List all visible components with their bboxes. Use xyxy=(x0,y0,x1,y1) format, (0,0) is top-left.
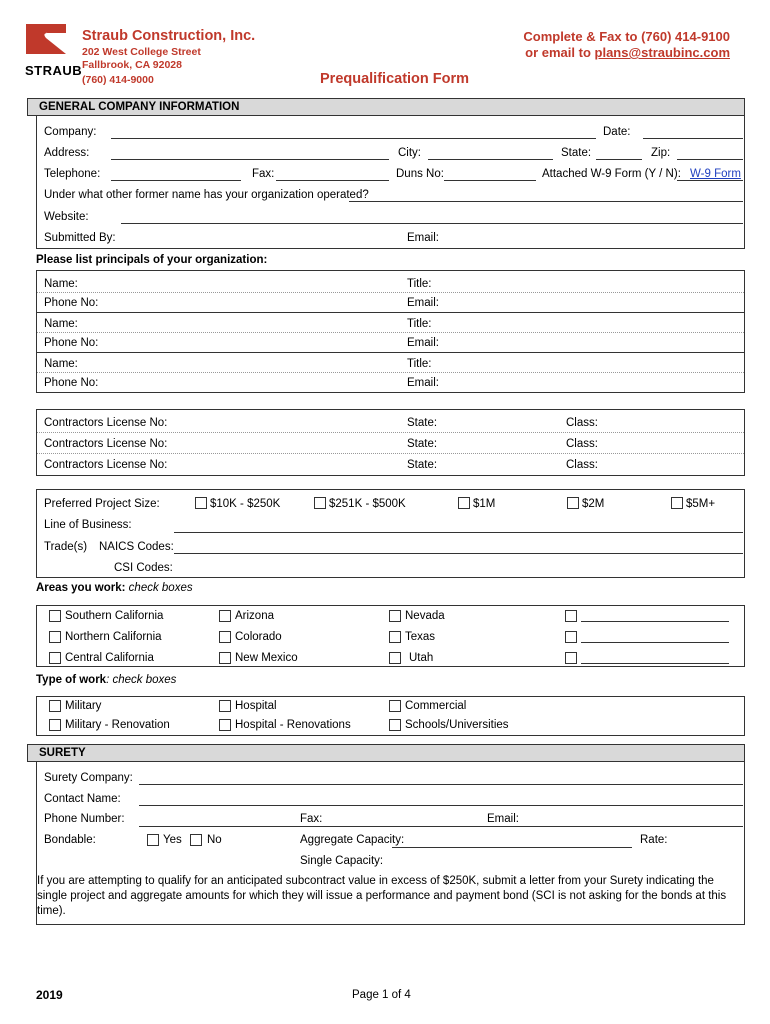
logo-wordmark: STRAUB xyxy=(25,63,83,78)
area-other-2-checkbox[interactable] xyxy=(565,631,577,643)
work-military-renovation-checkbox[interactable] xyxy=(49,719,61,731)
principal-3-name-label: Name: xyxy=(44,358,78,370)
website-label: Website: xyxy=(44,211,89,223)
areas-heading xyxy=(36,582,193,594)
csi-label: CSI Codes: xyxy=(114,562,173,574)
city-label: City: xyxy=(398,147,421,159)
area-central-checkbox[interactable] xyxy=(49,652,61,664)
bondable-no-checkbox[interactable] xyxy=(190,834,202,846)
work-hospital-renovations-label: Hospital - Renovations xyxy=(235,719,351,731)
principal-3-email-label: Email: xyxy=(407,377,439,389)
address-label: Address: xyxy=(44,147,90,159)
bondable-no-label: No xyxy=(207,834,222,846)
w9-form-link[interactable]: W-9 Form xyxy=(690,168,741,180)
work-commercial-checkbox[interactable] xyxy=(389,700,401,712)
rate-label: Rate: xyxy=(640,834,668,846)
bondable-yes-label: Yes xyxy=(163,834,182,846)
page-number: Page 1 of 4 xyxy=(352,989,411,1001)
phone-number-field[interactable] xyxy=(139,826,743,827)
work-military-label: Military xyxy=(65,700,102,712)
area-other-3-field[interactable] xyxy=(581,663,729,664)
license-2-field[interactable] xyxy=(37,453,744,454)
surety-company-label: Surety Company: xyxy=(44,772,133,784)
bondable-yes-checkbox[interactable] xyxy=(147,834,159,846)
principal-3-title-label: Title: xyxy=(407,358,432,370)
company-label: Company: xyxy=(44,126,97,138)
license-1-class-label: Class: xyxy=(566,417,598,429)
zip-label: Zip: xyxy=(651,147,671,159)
surety-fax-label: Fax: xyxy=(300,813,323,825)
general-info-title: GENERAL COMPANY INFORMATION xyxy=(39,101,240,113)
area-utah-checkbox[interactable] xyxy=(389,652,401,664)
fax-instruction: Complete & Fax to (760) 414-9100 xyxy=(523,29,730,44)
size-1m-checkbox[interactable] xyxy=(458,497,470,509)
principal-1-phone-label: Phone No: xyxy=(44,297,99,309)
size-251k-label: $251K - $500K xyxy=(329,498,406,510)
email-instruction xyxy=(525,45,730,60)
size-10k-checkbox[interactable] xyxy=(195,497,207,509)
principal-1-title-label: Title: xyxy=(407,278,432,290)
size-5m-checkbox[interactable] xyxy=(671,497,683,509)
size-1m-label: $1M xyxy=(473,498,496,510)
area-newmexico-label: New Mexico xyxy=(235,652,298,664)
size-251k-checkbox[interactable] xyxy=(314,497,326,509)
work-hospital-checkbox[interactable] xyxy=(219,700,231,712)
line-of-business-field[interactable] xyxy=(174,532,743,533)
zip-field[interactable] xyxy=(677,159,743,160)
principals-heading: Please list principals of your organization: xyxy=(36,254,268,266)
former-name-label: Under what other former name has your organization operated? xyxy=(44,189,369,201)
company-field[interactable] xyxy=(111,138,596,139)
principal-3-name-field[interactable] xyxy=(37,372,744,373)
bondable-label: Bondable: xyxy=(44,834,96,846)
license-2-label: Contractors License No: xyxy=(44,438,168,450)
work-heading xyxy=(36,674,176,686)
principal-2-phone-label: Phone No: xyxy=(44,337,99,349)
submitted-by-label: Submitted By: xyxy=(44,232,116,244)
area-norcal-checkbox[interactable] xyxy=(49,631,61,643)
general-info-bar xyxy=(27,98,745,116)
area-socal-label: Southern California xyxy=(65,610,164,622)
aggregate-capacity-field[interactable] xyxy=(392,847,632,848)
company-city: Fallbrook, CA 92028 xyxy=(82,59,182,71)
area-norcal-label: Northern California xyxy=(65,631,162,643)
state-label: State: xyxy=(561,147,592,159)
area-arizona-checkbox[interactable] xyxy=(219,610,231,622)
fax-label: Fax: xyxy=(252,168,275,180)
date-field[interactable] xyxy=(643,138,743,139)
company-name: Straub Construction, Inc. xyxy=(82,28,256,44)
size-5m-label: $5M+ xyxy=(686,498,716,510)
areas-heading-bold: Areas you work: xyxy=(36,582,126,594)
area-colorado-label: Colorado xyxy=(235,631,282,643)
email-link[interactable]: plans@straubinc.com xyxy=(594,45,730,60)
contact-name-label: Contact Name: xyxy=(44,793,121,805)
license-2-state-label: State: xyxy=(407,438,438,450)
general-info-box xyxy=(36,116,745,249)
email-prefix: or email to xyxy=(525,45,595,60)
naics-field[interactable] xyxy=(174,553,743,554)
principal-2-name-field[interactable] xyxy=(37,332,744,333)
principal-3-phone-label: Phone No: xyxy=(44,377,99,389)
license-1-field[interactable] xyxy=(37,432,744,433)
aggregate-capacity-label: Aggregate Capacity: xyxy=(300,834,405,846)
duns-field[interactable] xyxy=(444,180,536,181)
work-military-checkbox[interactable] xyxy=(49,700,61,712)
principal-2-divider xyxy=(37,352,744,353)
area-other-3-checkbox[interactable] xyxy=(565,652,577,664)
footer-year: 2019 xyxy=(36,988,63,1002)
address-field[interactable] xyxy=(111,159,389,160)
telephone-label: Telephone: xyxy=(44,168,101,180)
area-other-1-field[interactable] xyxy=(581,621,729,622)
area-arizona-label: Arizona xyxy=(235,610,274,622)
principal-2-email-label: Email: xyxy=(407,337,439,349)
work-commercial-label: Commercial xyxy=(405,700,467,712)
principal-1-name-label: Name: xyxy=(44,278,78,290)
work-schools-checkbox[interactable] xyxy=(389,719,401,731)
form-title: Prequalification Form xyxy=(320,71,470,87)
state-field[interactable] xyxy=(596,159,642,160)
area-other-2-field[interactable] xyxy=(581,642,729,643)
area-other-1-checkbox[interactable] xyxy=(565,610,577,622)
surety-bar xyxy=(27,744,745,762)
area-nevada-label: Nevada xyxy=(405,610,445,622)
license-3-label: Contractors License No: xyxy=(44,459,168,471)
license-3-class-label: Class: xyxy=(566,459,598,471)
w9-attached-label: Attached W-9 Form (Y / N): xyxy=(542,168,681,180)
size-2m-label: $2M xyxy=(582,498,605,510)
license-3-state-label: State: xyxy=(407,459,438,471)
work-hospital-renovations-checkbox[interactable] xyxy=(219,719,231,731)
license-1-label: Contractors License No: xyxy=(44,417,168,429)
trades-label: Trade(s) xyxy=(44,541,88,553)
single-capacity-label: Single Capacity: xyxy=(300,855,384,867)
submitter-email-label: Email: xyxy=(407,232,439,244)
contact-name-field[interactable] xyxy=(139,805,743,806)
former-name-field[interactable] xyxy=(349,201,743,202)
license-1-state-label: State: xyxy=(407,417,438,429)
telephone-field[interactable] xyxy=(111,180,241,181)
size-10k-label: $10K - $250K xyxy=(210,498,281,510)
area-nevada-checkbox[interactable] xyxy=(389,610,401,622)
area-newmexico-checkbox[interactable] xyxy=(219,652,231,664)
website-field[interactable] xyxy=(121,223,743,224)
license-2-class-label: Class: xyxy=(566,438,598,450)
area-texas-checkbox[interactable] xyxy=(389,631,401,643)
date-label: Date: xyxy=(603,126,631,138)
principal-1-divider xyxy=(37,312,744,313)
surety-note: If you are attempting to qualify for an anticipated subcontract value in excess of $250K, submit a letter from your Surety indicating the single project and aggregate amounts for which they will issue a performance and payment bond (SCI is not asking for the bonds at this time). xyxy=(37,875,727,917)
principal-2-name-label: Name: xyxy=(44,318,78,330)
phone-number-label: Phone Number: xyxy=(44,813,125,825)
surety-email-label: Email: xyxy=(487,813,519,825)
duns-label: Duns No: xyxy=(396,168,444,180)
city-field[interactable] xyxy=(428,159,553,160)
principal-1-email-label: Email: xyxy=(407,297,439,309)
principal-1-name-field[interactable] xyxy=(37,292,744,293)
area-socal-checkbox[interactable] xyxy=(49,610,61,622)
work-hospital-label: Hospital xyxy=(235,700,277,712)
surety-title: SURETY xyxy=(39,747,86,759)
work-heading-bold: Type of work xyxy=(36,674,107,686)
area-central-label: Central California xyxy=(65,652,154,664)
area-texas-label: Texas xyxy=(405,631,436,643)
company-street: 202 West College Street xyxy=(82,46,201,58)
preferred-size-label: Preferred Project Size: xyxy=(44,498,160,510)
work-schools-label: Schools/Universities xyxy=(405,719,509,731)
company-phone: (760) 414-9000 xyxy=(82,74,154,86)
area-colorado-checkbox[interactable] xyxy=(219,631,231,643)
surety-company-field[interactable] xyxy=(139,784,743,785)
principal-2-title-label: Title: xyxy=(407,318,432,330)
size-2m-checkbox[interactable] xyxy=(567,497,579,509)
naics-label: NAICS Codes: xyxy=(99,541,174,553)
fax-field[interactable] xyxy=(276,180,389,181)
area-utah-label: Utah xyxy=(409,652,434,664)
work-military-renovation-label: Military - Renovation xyxy=(65,719,170,731)
line-of-business-label: Line of Business: xyxy=(44,519,132,531)
areas-heading-italic: check boxes xyxy=(125,582,193,594)
work-heading-italic: : check boxes xyxy=(106,674,177,686)
